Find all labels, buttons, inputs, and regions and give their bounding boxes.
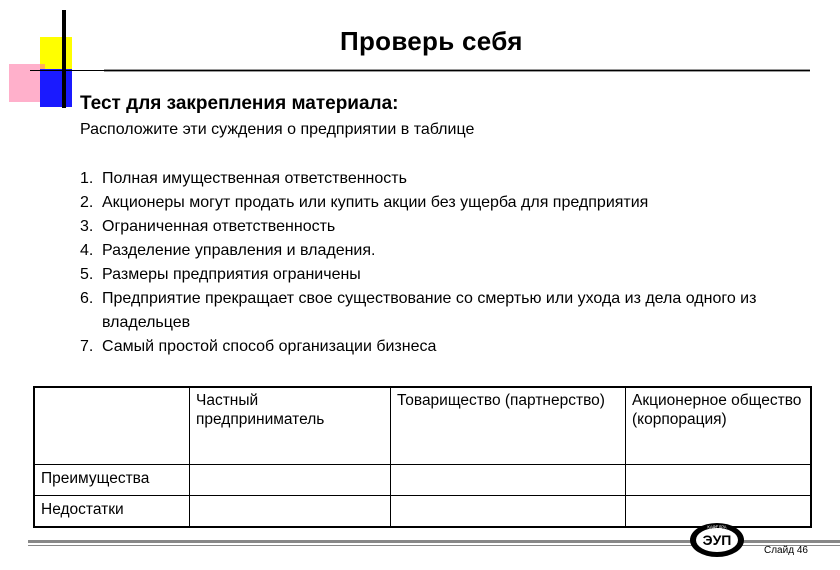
title-rule-thin <box>30 70 810 71</box>
slide-number: Слайд 46 <box>764 545 808 556</box>
list-item: 7. Самый простой способ организации бизнеса <box>80 338 437 355</box>
instruction-text: Расположите эти суждения о предприятии в таблице <box>80 121 475 138</box>
column-header-partnership: Товарищество (партнерство) <box>391 387 626 465</box>
table-cell[interactable] <box>626 465 812 496</box>
table-cell[interactable] <box>391 465 626 496</box>
column-header-corporation: Акционерное общество (корпорация) <box>626 387 812 465</box>
slide-title: Проверь себя <box>340 26 523 56</box>
list-item: 6. Предприятие прекращает свое существование со смертью или ухода из дела одного из владельцев <box>80 290 757 331</box>
table-cell[interactable] <box>391 496 626 528</box>
row-header-disadvantages: Недостатки <box>34 496 190 528</box>
table-header-row <box>34 387 811 465</box>
classification-table <box>33 386 812 528</box>
list-item: 4. Разделение управления и владения. <box>80 242 376 259</box>
decor-blue-square <box>40 69 72 107</box>
list-item: 1. Полная имущественная ответственность <box>80 170 407 187</box>
statements-list <box>80 167 780 359</box>
column-header-sole-proprietor: Частный предприниматель <box>190 387 391 465</box>
table-cell[interactable] <box>190 465 391 496</box>
svg-text:КАФЕДРА: КАФЕДРА <box>707 524 727 530</box>
table-cell[interactable] <box>190 496 391 528</box>
department-logo <box>688 522 746 558</box>
table-row <box>34 465 811 496</box>
slide-subtitle: Тест для закрепления материала: <box>80 93 399 114</box>
decor-vertical-line <box>62 10 66 108</box>
svg-text:ЭУП: ЭУП <box>702 532 732 548</box>
row-header-advantages: Преимущества <box>34 465 190 496</box>
list-item: 5. Размеры предприятия ограничены <box>80 266 361 283</box>
table-corner-cell <box>34 387 190 465</box>
list-item: 3. Ограниченная ответственность <box>80 218 336 235</box>
list-item: 2. Акционеры могут продать или купить акции без ущерба для предприятия <box>80 194 649 211</box>
